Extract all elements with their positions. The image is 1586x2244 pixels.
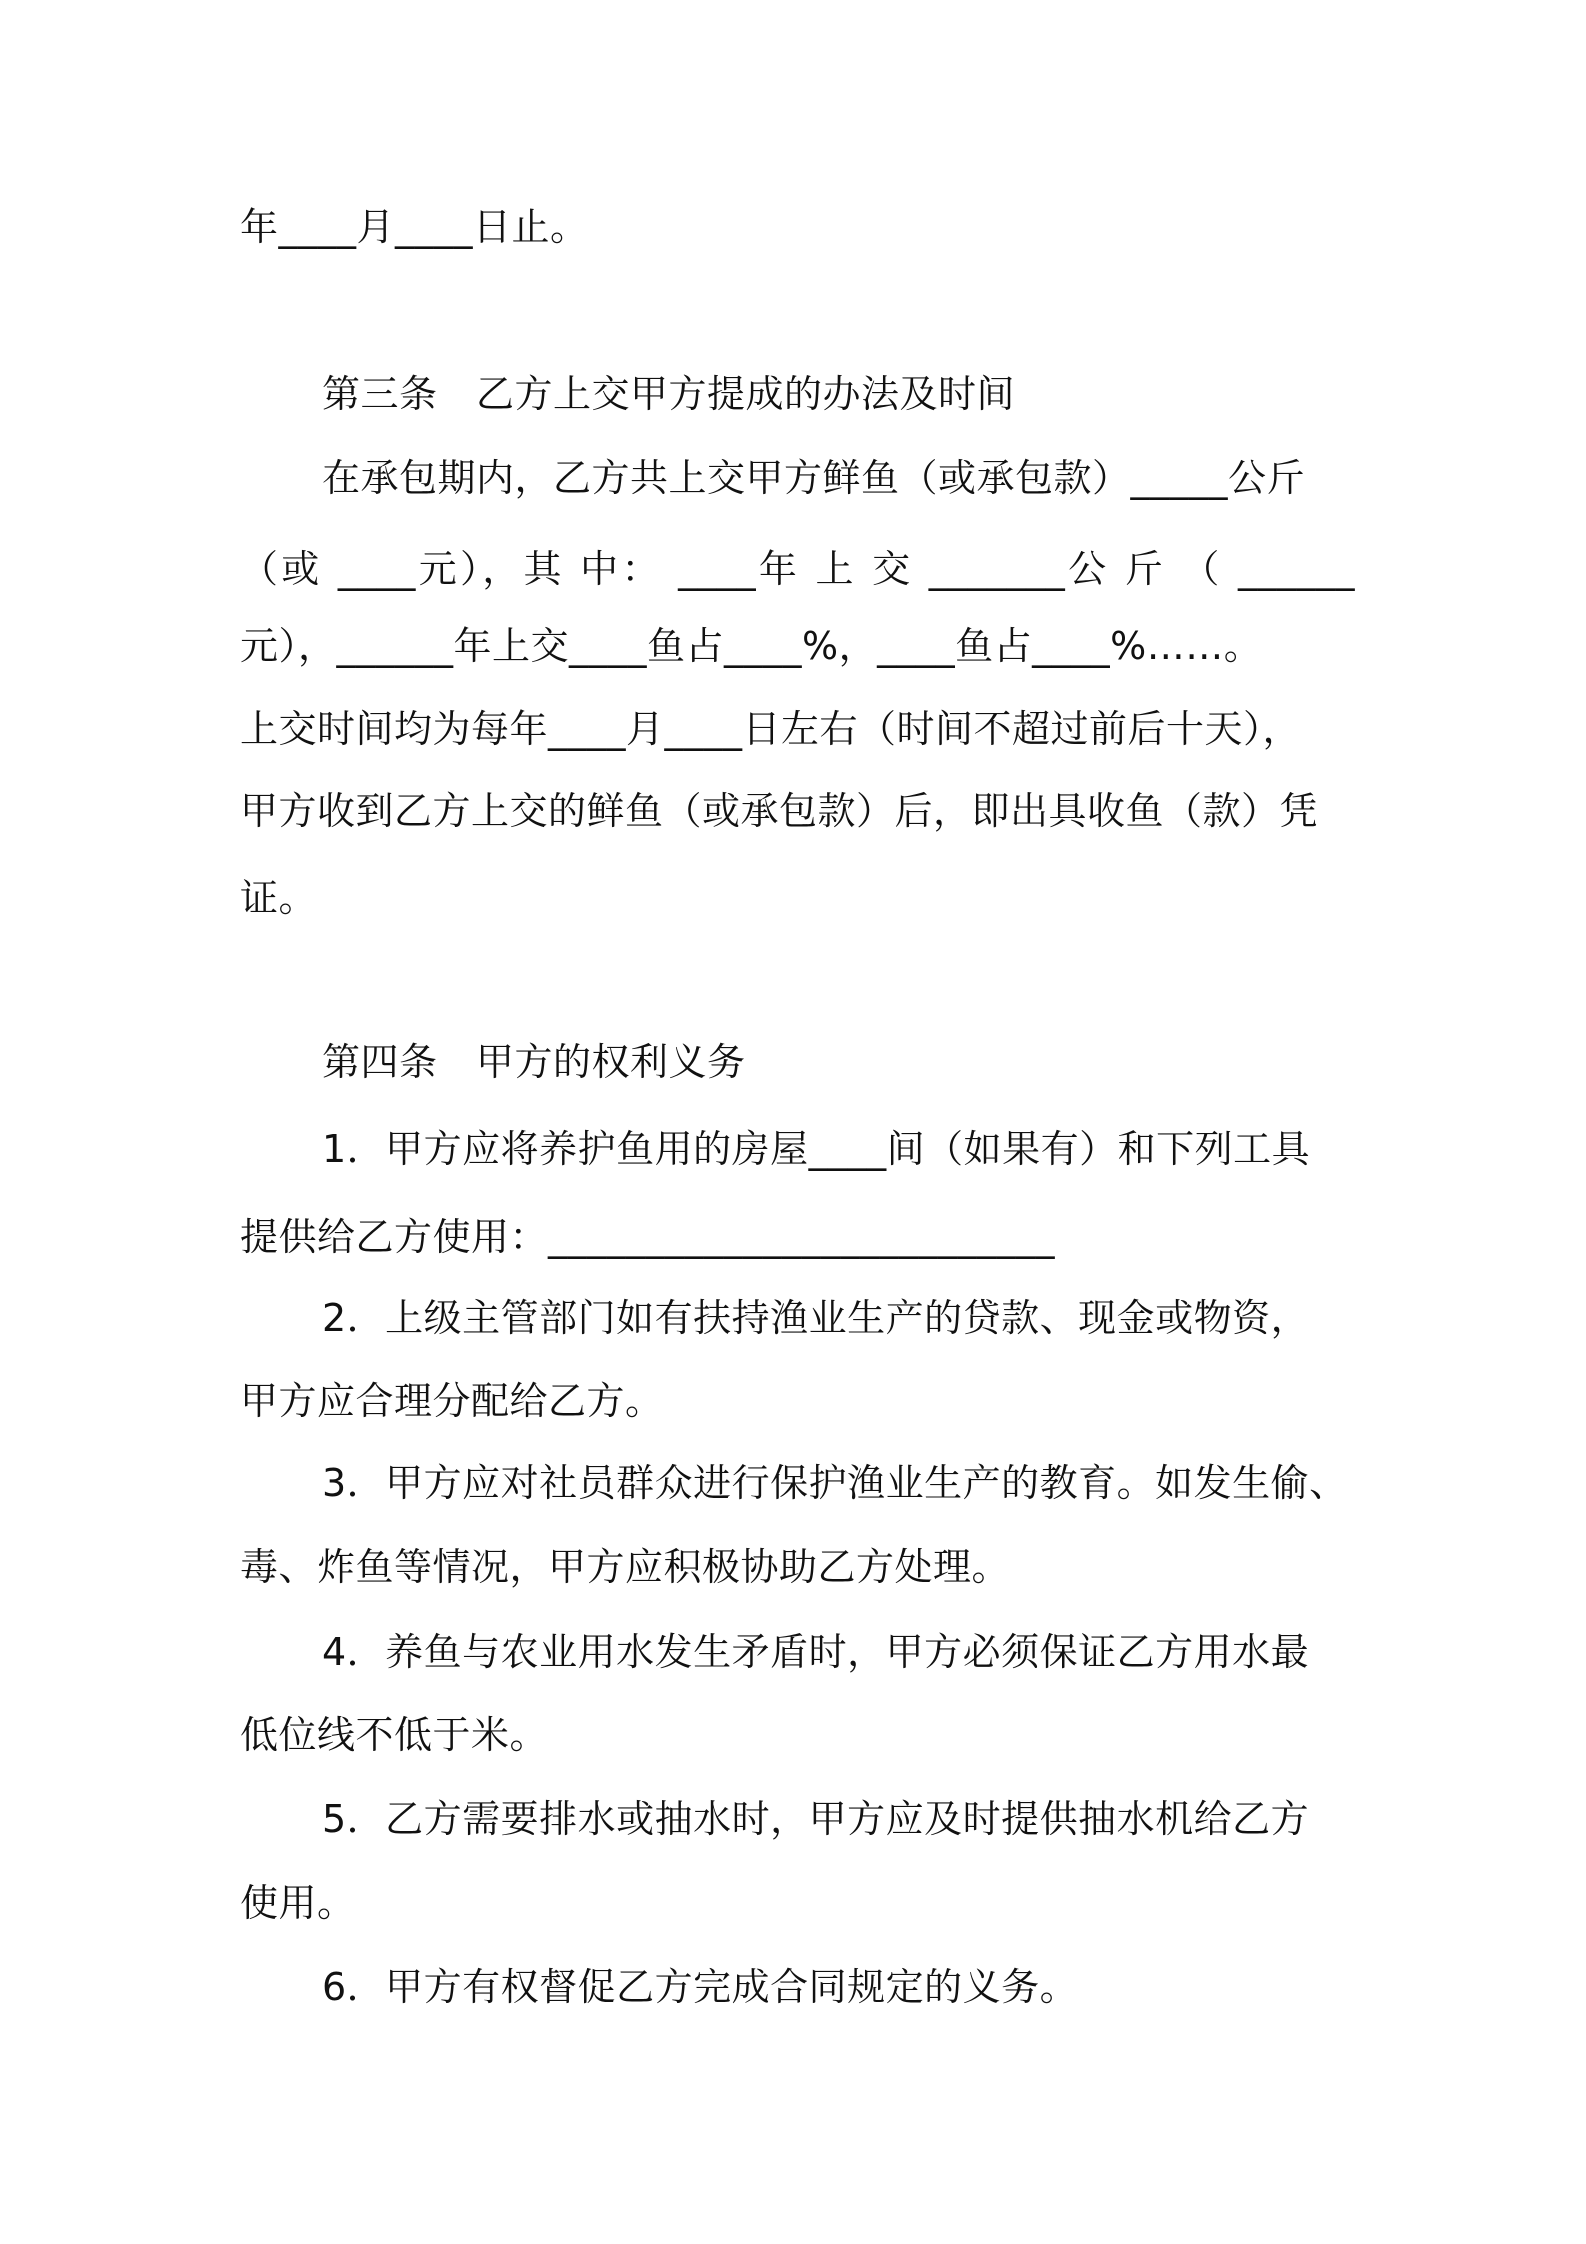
text-line: 证。 xyxy=(240,876,318,920)
list-item: 5．乙方需要排水或抽水时，甲方应及时提供抽水机给乙方 xyxy=(322,1797,1310,1841)
text-line: 年____月____日止。 xyxy=(240,205,589,249)
list-item: 6．甲方有权督促乙方完成合同规定的义务。 xyxy=(322,1965,1079,2009)
text-line: 低位线不低于米。 xyxy=(240,1713,549,1757)
text-line: 在承包期内，乙方共上交甲方鲜鱼（或承包款）_____公斤 xyxy=(322,456,1306,500)
text-line: 使用。 xyxy=(240,1881,356,1925)
section-heading: 第四条 甲方的权利义务 xyxy=(322,1040,746,1084)
text-line: 甲方收到乙方上交的鲜鱼（或承包款）后，即出具收鱼（款）凭 xyxy=(240,789,1319,833)
list-item: 1．甲方应将养护鱼用的房屋____间（如果有）和下列工具 xyxy=(322,1127,1311,1171)
text-line: 上交时间均为每年____月____日左右（时间不超过前后十天）， xyxy=(240,707,1302,751)
list-item: 4．养鱼与农业用水发生矛盾时，甲方必须保证乙方用水最 xyxy=(322,1630,1310,1674)
text-line: 毒、炸鱼等情况，甲方应积极协助乙方处理。 xyxy=(240,1545,1011,1589)
text-line: 甲方应合理分配给乙方。 xyxy=(240,1379,664,1423)
list-item: 2．上级主管部门如有扶持渔业生产的贷款、现金或物资， xyxy=(322,1296,1310,1340)
text-line: 元），______年上交____鱼占____%，____鱼占____%……。 xyxy=(240,624,1263,668)
list-item: 3．甲方应对社员群众进行保护渔业生产的教育。如发生偷、 xyxy=(322,1461,1348,1505)
section-heading: 第三条 乙方上交甲方提成的办法及时间 xyxy=(322,372,1016,416)
text-line: （或 ____元），其 中： ____年 上 交 _______公 斤 （ ______ xyxy=(240,547,1355,591)
text-line: 提供给乙方使用：__________________________ xyxy=(240,1215,1056,1259)
